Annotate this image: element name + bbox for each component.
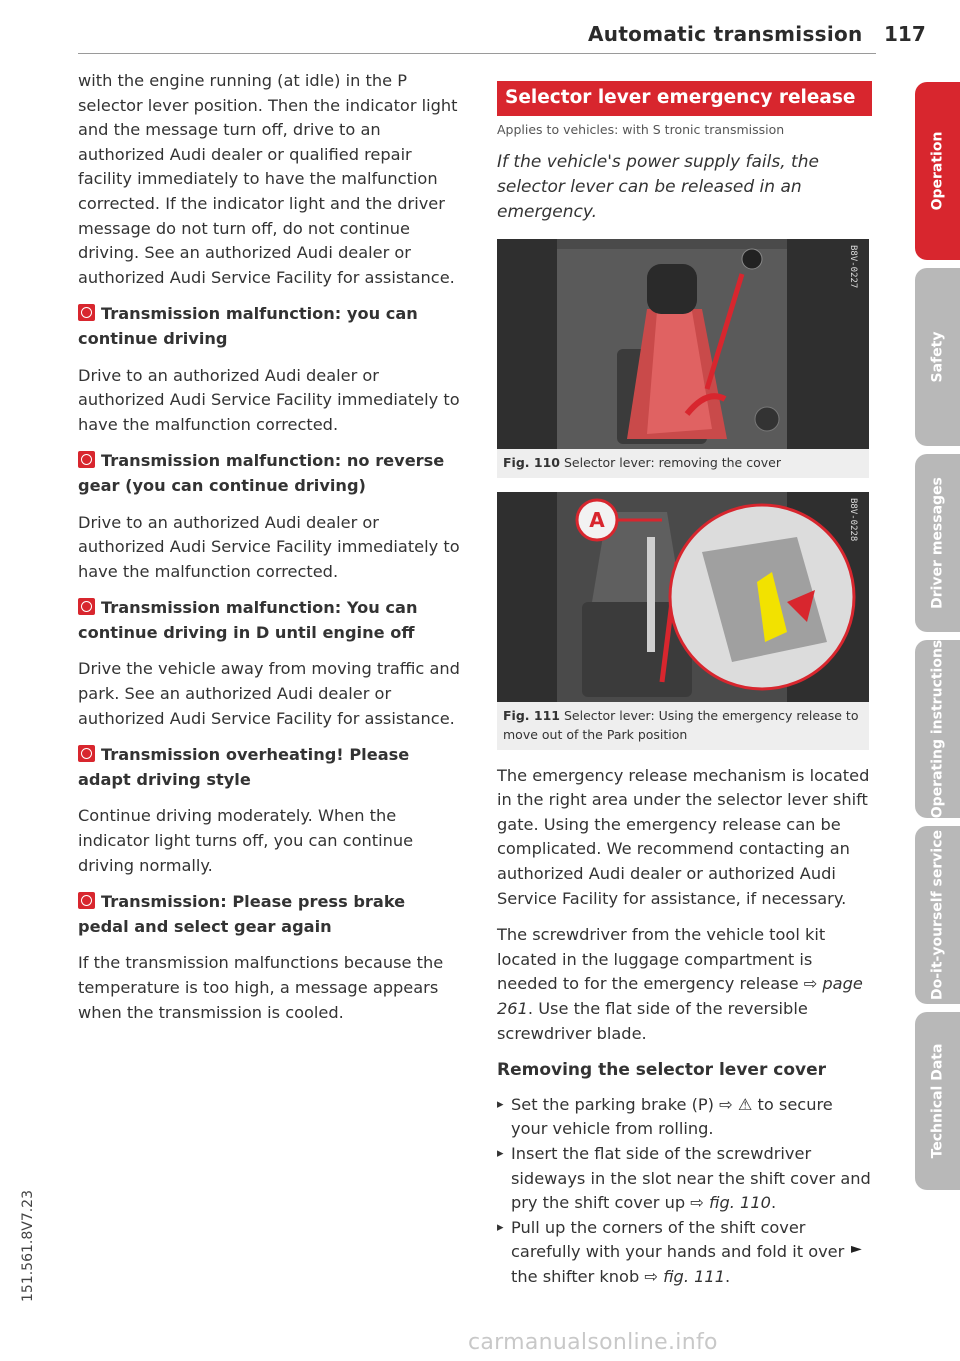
page-number: 117 — [884, 22, 926, 46]
section-1 — [78, 302, 460, 437]
figure-110-caption: Fig. 110 Selector lever: removing the cover — [503, 454, 781, 470]
header-rule — [78, 53, 876, 54]
section-heading: Transmission malfunction: no reverse gear (you can continue driving) — [78, 451, 445, 495]
figure-code: B8V-0227 — [848, 244, 858, 288]
figure-110-image — [497, 239, 869, 449]
section-body: Drive to an authorized Audi dealer or authorized Audi Service Facility immediately to have the malfunction corrected. — [78, 512, 460, 581]
list-item: ▸ Insert the flat side of the screwdriver sideways in the slot near the shift cover and pry the shift cover up ⇨ fig. 110. — [497, 1142, 872, 1216]
paragraph-screwdriver: The screwdriver from the vehicle tool kit located in the luggage compartment is needed to for the emergency release ⇨ page 261. Use the flat side of the reversible screwdriver blade. — [497, 925, 863, 1043]
figure-callout-label: A — [589, 507, 605, 532]
list-item: ▸ Set the parking brake (P) ⇨ ⚠ to secure your vehicle from rolling. — [497, 1093, 872, 1142]
tab-operating-instructions[interactable]: Operating instructions — [915, 640, 960, 818]
section-heading: Transmission: Please press brake pedal and select gear again — [78, 892, 406, 936]
figure-110 — [497, 239, 869, 478]
figure-reference-link[interactable]: ⇨ fig. 110 — [690, 1193, 771, 1213]
chapter-tabs — [915, 82, 960, 1198]
continue-arrow-icon: ► — [851, 1241, 862, 1257]
section-heading: Transmission malfunction: you can continue driving — [78, 304, 418, 348]
transmission-warning-icon — [78, 892, 95, 909]
subheading-removing-cover: Removing the selector lever cover — [497, 1060, 827, 1081]
tab-do-it-yourself-service[interactable]: Do-it-yourself service — [915, 826, 960, 1004]
section-4 — [78, 743, 460, 878]
section-heading: Transmission malfunction: You can continue driving in D until engine off — [78, 598, 418, 642]
tab-safety[interactable]: Safety — [915, 268, 960, 446]
transmission-warning-icon — [78, 598, 95, 615]
list-item: ▸ Pull up the corners of the shift cover carefully with your hands and fold it over the shifter knob ⇨ fig. 111. — [497, 1216, 872, 1290]
figure-111 — [497, 492, 869, 750]
steps-list — [497, 1093, 872, 1290]
section-body: Drive the vehicle away from moving traffic and park. See an authorized Audi dealer or authorized Audi Service Facility for assistance. — [78, 659, 460, 728]
section-5 — [78, 890, 460, 1025]
transmission-warning-icon — [78, 451, 95, 468]
warning-reference[interactable]: ⇨ ⚠ — [714, 1094, 758, 1114]
section-body: If the transmission malfunctions because the temperature is too high, a message appears when the transmission is cooled. — [78, 953, 444, 1022]
section-title-bar: Selector lever emergency release — [497, 81, 872, 116]
figure-reference-link[interactable]: ⇨ fig. 111 — [644, 1266, 726, 1286]
page-reference-link[interactable]: ⇨ page 261 — [497, 974, 863, 1018]
figure-111-caption: Fig. 111 Selector lever: Using the emergency release to move out of the Park position — [503, 707, 859, 742]
transmission-warning-icon — [78, 745, 95, 762]
applies-to-note: Applies to vehicles: with S tronic transmission — [497, 121, 785, 137]
tab-driver-messages[interactable]: Driver messages — [915, 454, 960, 632]
running-header-title: Automatic transmission — [588, 22, 863, 46]
figure-code: B8V-0228 — [848, 497, 858, 541]
tab-technical-data[interactable]: Technical Data — [915, 1012, 960, 1190]
section-heading: Transmission overheating! Please adapt driving style — [78, 745, 410, 789]
figure-111-image — [497, 492, 869, 702]
section-body: Continue driving moderately. When the indicator light turns off, you can continue driving normally. — [78, 806, 414, 875]
watermark: carmanualsonline.info — [468, 1330, 718, 1355]
intro-paragraph: with the engine running (at idle) in the P selector lever position. Then the indicator light and the message turn off, drive to an authorized Audi dealer or qualified repair facility immediately to have the malfunction corrected. If the indicator light and the driver message do not turn off, do not continue driving. See an authorized Audi dealer or authorized Audi Service Facility for assistance. — [78, 71, 458, 287]
document-code: 151.561.8V7.23 — [20, 1190, 36, 1302]
right-column — [497, 81, 872, 1289]
section-body: Drive to an authorized Audi dealer or authorized Audi Service Facility immediately to have the malfunction corrected. — [78, 365, 460, 434]
section-2 — [78, 449, 460, 584]
left-column — [78, 69, 460, 1037]
paragraph-emergency-location: The emergency release mechanism is located in the right area under the selector lever shift gate. Using the emergency release can be complicated. We recommend contacting an authorized Audi dealer or authorized Audi Service Facility for assistance, if necessary. — [497, 765, 870, 908]
parking-brake-icon: (P) — [691, 1094, 714, 1114]
section-3 — [78, 596, 460, 731]
transmission-warning-icon — [78, 304, 95, 321]
section-intro: If the vehicle's power supply fails, the selector lever can be released in an emergency. — [497, 151, 819, 222]
tab-operation[interactable]: Operation — [915, 82, 960, 260]
